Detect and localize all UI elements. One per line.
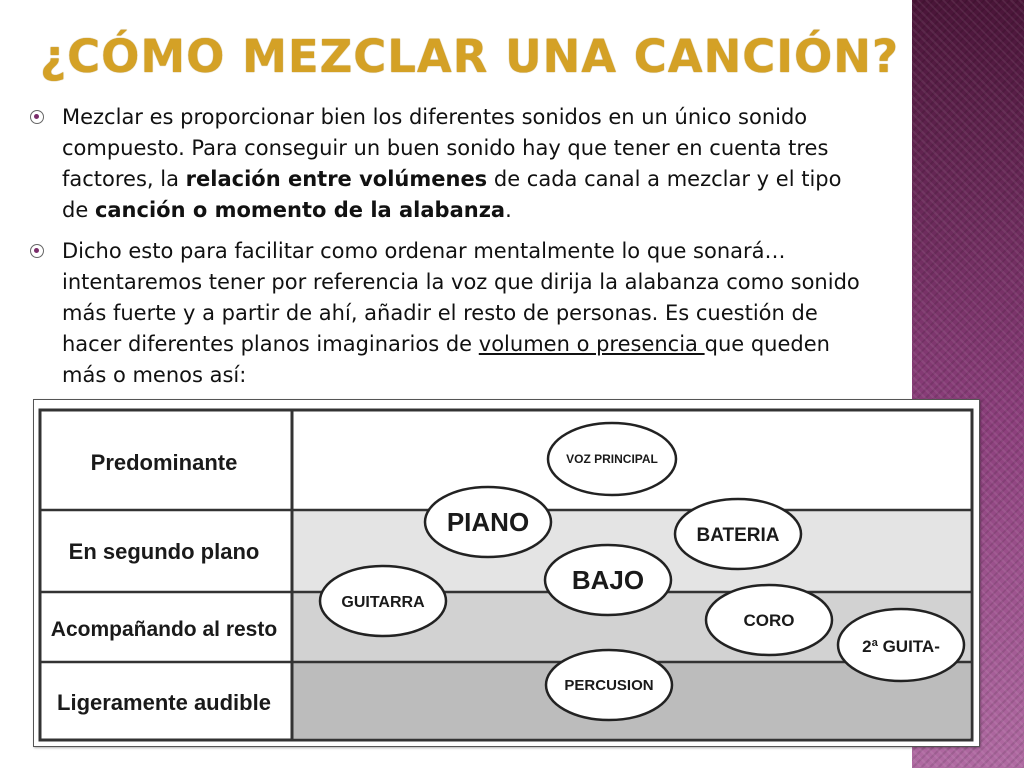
bullet-list bbox=[30, 102, 860, 401]
volume-planes-diagram bbox=[33, 399, 980, 747]
slide-title: ¿CÓMO MEZCLAR UNA CANCIÓN? bbox=[40, 30, 900, 83]
bullet-text-underline: volumen o presencia bbox=[478, 332, 705, 356]
bullet-item-dicho-esto bbox=[30, 236, 860, 391]
bubble-label: BAJO bbox=[571, 565, 645, 595]
bullet-text-segment: que queden más o menos así: bbox=[62, 332, 830, 387]
bubble-label: 2ª GUITA- bbox=[862, 637, 940, 656]
bullet-text-segment: Mezclar es proporcionar bien los diferentes sonidos en un único sonido compuesto. Para conseguir un buen sonido hay que tener en cuenta tres factores, la bbox=[62, 105, 829, 191]
bubble-label: BATERIA bbox=[696, 525, 780, 546]
bubble-bateria bbox=[675, 499, 801, 569]
bubble-label: GUITARRA bbox=[341, 594, 425, 611]
bubble-guitarra bbox=[320, 566, 446, 636]
row-label-segundo-plano: En segundo plano bbox=[68, 539, 260, 564]
bullet-text-segment: de cada canal a mezclar y el tipo de bbox=[62, 167, 842, 222]
bubble-label: CORO bbox=[743, 611, 795, 630]
circle-dot-bullet-icon bbox=[30, 110, 44, 124]
bubble-label: VOZ PRINCIPAL bbox=[566, 452, 658, 466]
row-label-acompanando: Acompañando al resto bbox=[50, 618, 278, 641]
row-label-ligeramente: Ligeramente audible bbox=[57, 690, 271, 715]
bullet-text-bold: relación entre volúmenes bbox=[185, 167, 488, 191]
bullet-text-segment: . bbox=[505, 198, 512, 222]
bubble-label: PIANO bbox=[446, 507, 530, 537]
bubble-bajo bbox=[545, 545, 671, 615]
row-label-predominante: Predominante bbox=[90, 450, 238, 475]
bubble-coro bbox=[706, 585, 832, 655]
bullet-item-mezclar bbox=[30, 102, 860, 226]
bubble-segunda-guitarra bbox=[838, 609, 964, 681]
bullet-text-segment: Dicho esto para facilitar como ordenar mentalmente lo que sonará… intentaremos tener por referencia la voz que dirija la alabanza como sonido más fuerte y a partir de ahí, añadir el resto de personas. Es cuestión de hacer diferentes planos imaginarios de bbox=[62, 239, 860, 356]
circle-dot-bullet-icon bbox=[30, 244, 44, 258]
bubble-label: PERCUSION bbox=[564, 677, 654, 694]
bubble-percusion bbox=[546, 650, 672, 720]
volume-planes-svg bbox=[34, 400, 979, 746]
bubble-voz-principal bbox=[548, 423, 676, 495]
bubble-piano bbox=[425, 487, 551, 557]
bullet-text-bold: canción o momento de la alabanza bbox=[94, 198, 506, 222]
